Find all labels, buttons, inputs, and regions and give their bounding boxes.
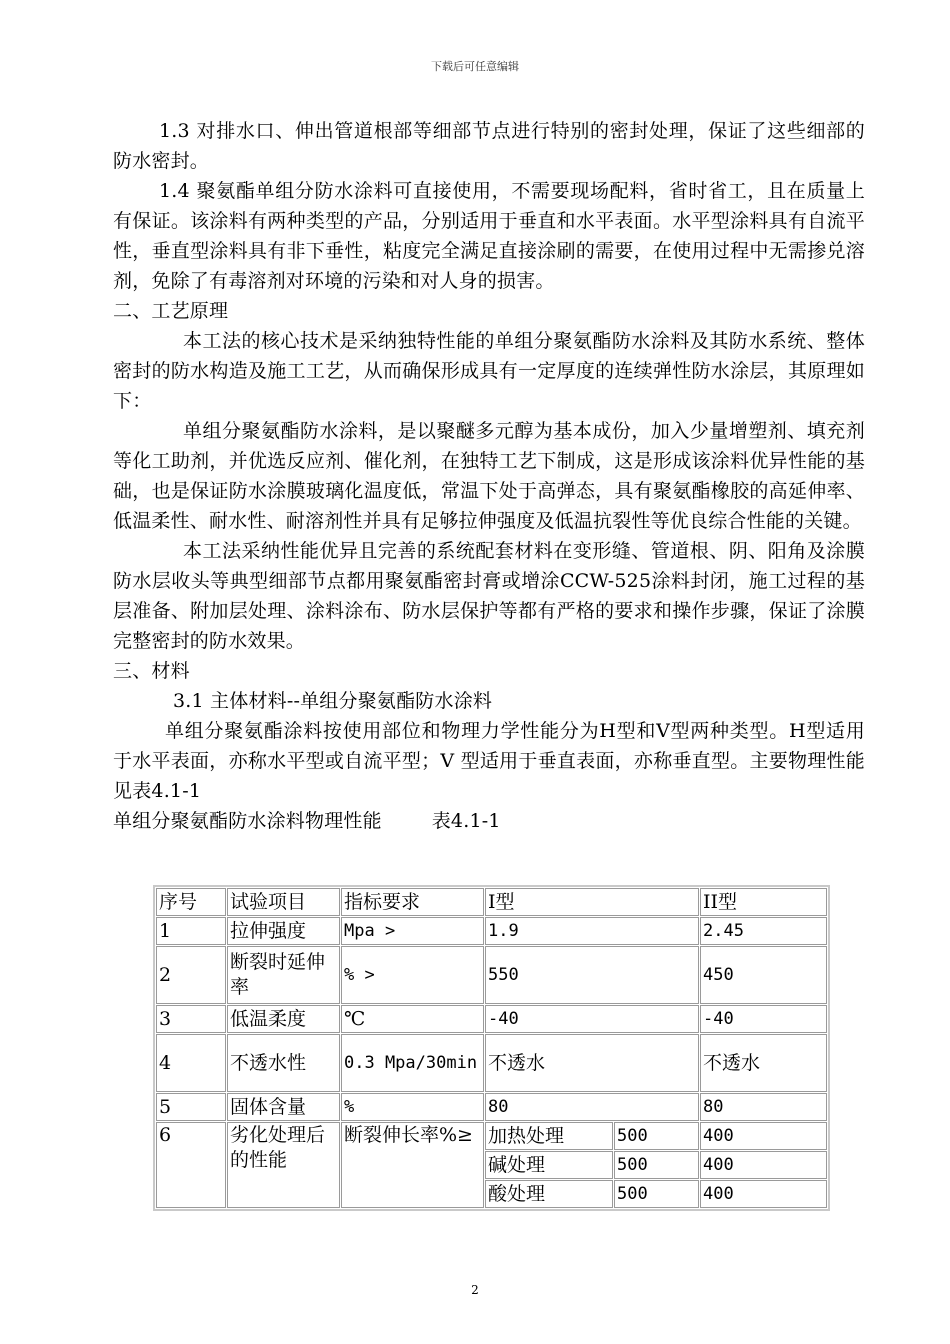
subsection-heading-3-1: 3.1 主体材料--单组分聚氨酯防水涂料 [173, 690, 493, 712]
document-body [113, 116, 865, 836]
table-cell: 400 [700, 1180, 827, 1208]
table-cell: Mpa > [341, 917, 484, 945]
table-cell: 400 [700, 1122, 827, 1150]
table-cell: 固体含量 [227, 1093, 340, 1121]
table-cell: 550 [485, 946, 699, 1004]
paragraph-1-3: 1.3 对排水口、伸出管道根部等细部节点进行特别的密封处理，保证了这些细部的防水密封。 [113, 120, 865, 172]
table-row [156, 917, 827, 945]
section-heading-3: 三、材料 [113, 660, 190, 682]
table-cell: 不透水性 [227, 1034, 340, 1092]
section-heading-2: 二、工艺原理 [113, 300, 229, 322]
table-cell: 80 [700, 1093, 827, 1121]
table-cell: 80 [485, 1093, 699, 1121]
table-cell: ℃ [341, 1005, 484, 1033]
header-cell: II型 [700, 888, 827, 916]
table-cell: 2.45 [700, 917, 827, 945]
table-cell: 拉伸强度 [227, 917, 340, 945]
page-number: 2 [471, 1283, 479, 1297]
properties-table [153, 885, 830, 1211]
header-cell: I型 [485, 888, 699, 916]
header-cell: 指标要求 [341, 888, 484, 916]
paragraph-1-4: 1.4 聚氨酯单组分防水涂料可直接使用，不需要现场配料，省时省工，且在质量上有保证。该涂料有两种类型的产品，分别适用于垂直和水平表面。水平型涂料具有自流平性，垂直型涂料具有非下垂性，粘度完全满足直接涂刷的需要，在使用过程中无需掺兑溶剂，免除了有毒溶剂对环境的污染和对人身的损害。 [113, 180, 865, 292]
table-cell: 断裂伸长率%≥ [341, 1122, 484, 1208]
properties-table-wrapper [153, 885, 819, 1211]
table-cell: 500 [614, 1122, 699, 1150]
table-cell: 5 [156, 1093, 226, 1121]
header-cell: 序号 [156, 888, 226, 916]
table-cell: 450 [700, 946, 827, 1004]
table-header-row [156, 888, 827, 916]
table-row [156, 1093, 827, 1121]
table-cell: 500 [614, 1180, 699, 1208]
table-row [156, 946, 827, 1004]
page-header: 下载后可任意编辑 [431, 60, 519, 73]
table-cell: -40 [485, 1005, 699, 1033]
table-cell: 0.3 Mpa/30min [341, 1034, 484, 1092]
table-cell: 1 [156, 917, 226, 945]
table-cell: 400 [700, 1151, 827, 1179]
table-cell: % > [341, 946, 484, 1004]
table-cell: 酸处理 [485, 1180, 613, 1208]
paragraph-material-types: 单组分聚氨酯涂料按使用部位和物理力学性能分为H型和V型两种类型。H型适用于水平表面，亦称水平型或自流平型；V 型适用于垂直表面，亦称垂直型。主要物理性能见表4.1-1 [113, 720, 865, 802]
table-cell: 不透水 [485, 1034, 699, 1092]
table-cell: 劣化处理后的性能 [227, 1122, 340, 1208]
table-caption: 单组分聚氨酯防水涂料物理性能 表4.1-1 [113, 810, 501, 832]
table-row [156, 1005, 827, 1033]
table-cell: 碱处理 [485, 1151, 613, 1179]
table-cell: % [341, 1093, 484, 1121]
table-cell: -40 [700, 1005, 827, 1033]
paragraph-principle-system: 本工法采纳性能优异且完善的系统配套材料在变形缝、管道根、阴、阳角及涂膜防水层收头等典型细部节点都用聚氨酯密封膏或增涂CCW-525涂料封闭，施工过程的基层准备、附加层处理、涂料涂布、防水层保护等都有严格的要求和操作步骤，保证了涂膜完整密封的防水效果。 [113, 540, 865, 652]
table-cell: 断裂时延伸率 [227, 946, 340, 1004]
table-row [156, 1122, 827, 1150]
paragraph-principle-intro: 本工法的核心技术是采纳独特性能的单组分聚氨酯防水涂料及其防水系统、整体密封的防水构造及施工工艺，从而确保形成具有一定厚度的连续弹性防水涂层，其原理如下： [113, 330, 865, 412]
table-cell: 不透水 [700, 1034, 827, 1092]
table-cell: 加热处理 [485, 1122, 613, 1150]
table-cell: 1.9 [485, 917, 699, 945]
table-cell: 500 [614, 1151, 699, 1179]
table-cell: 3 [156, 1005, 226, 1033]
table-cell: 低温柔度 [227, 1005, 340, 1033]
table-row [156, 1034, 827, 1092]
table-cell: 4 [156, 1034, 226, 1092]
header-cell: 试验项目 [227, 888, 340, 916]
table-cell: 2 [156, 946, 226, 1004]
paragraph-principle-material: 单组分聚氨酯防水涂料，是以聚醚多元醇为基本成份，加入少量增塑剂、填充剂等化工助剂，并优选反应剂、催化剂，在独特工艺下制成，这是形成该涂料优异性能的基础，也是保证防水涂膜玻璃化温度低，常温下处于高弹态，具有聚氨酯橡胶的高延伸率、低温柔性、耐水性、耐溶剂性并具有足够拉伸强度及低温抗裂性等优良综合性能的关键。 [113, 420, 865, 532]
table-cell: 6 [156, 1122, 226, 1208]
